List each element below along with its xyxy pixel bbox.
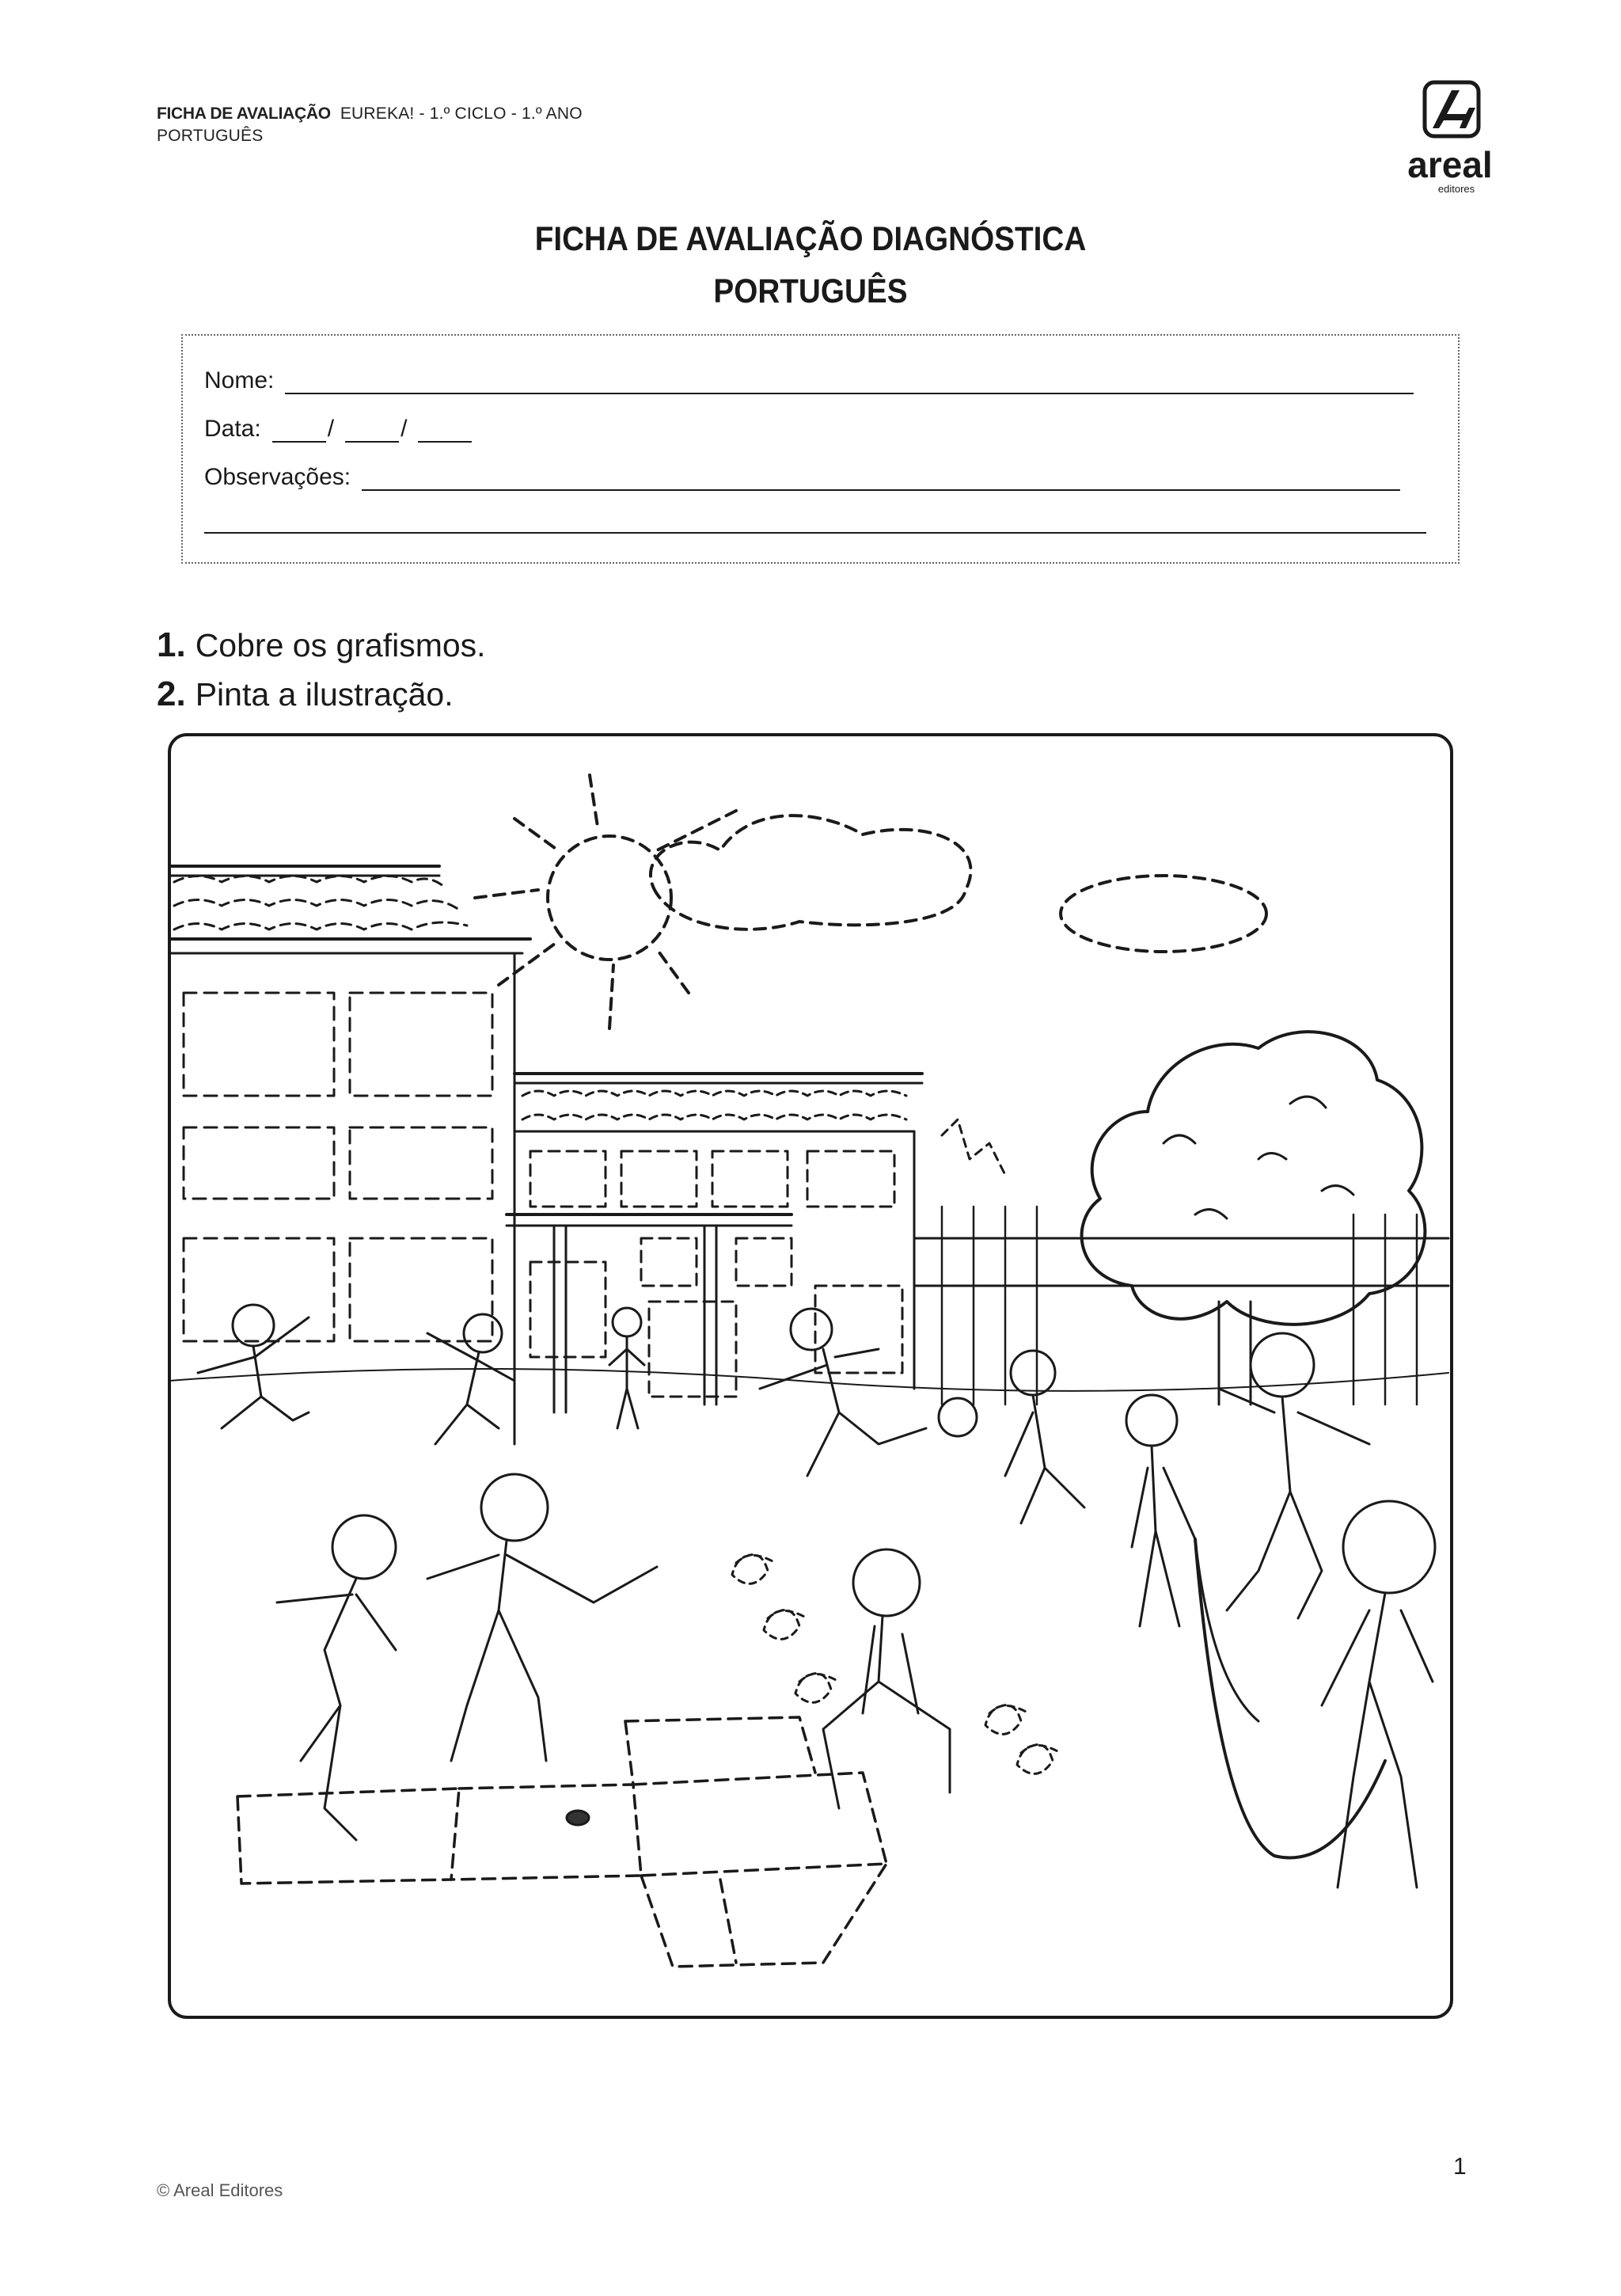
date-row <box>204 416 472 443</box>
name-field[interactable] <box>285 374 1414 394</box>
obs-field[interactable] <box>362 470 1400 491</box>
question-1-text: Cobre os grafismos. <box>195 627 486 663</box>
header-subject: PORTUGUÊS <box>157 127 264 145</box>
name-row <box>204 367 1414 394</box>
coloring-illustration[interactable] <box>166 732 1456 2022</box>
date-year-field[interactable] <box>418 422 472 443</box>
question-2-number: 2. <box>157 675 186 713</box>
page-number: 1 <box>1453 2153 1467 2180</box>
page-title: FICHA DE AVALIAÇÃO DIAGNÓSTICA <box>534 220 1087 258</box>
obs-label: Observações: <box>204 464 351 490</box>
date-month-field[interactable] <box>345 422 399 443</box>
question-1-number: 1. <box>157 625 186 664</box>
student-info-box <box>181 334 1460 564</box>
question-1 <box>157 625 486 665</box>
header-series: EUREKA! - 1.º CICLO - 1.º ANO <box>340 105 583 123</box>
header-title-bold: FICHA DE AVALIAÇÃO <box>157 105 331 123</box>
logo-sub: editores <box>1437 183 1475 195</box>
question-2 <box>157 675 454 714</box>
page-subtitle: PORTUGUÊS <box>713 272 908 310</box>
hopscotch-tracing <box>237 1717 886 1967</box>
question-2-text: Pinta a ilustração. <box>195 676 454 713</box>
hopscotch-stone <box>567 1811 589 1825</box>
tree <box>1082 1032 1425 1405</box>
date-label: Data: <box>204 416 261 442</box>
jump-rope <box>1195 1539 1385 1858</box>
school-building <box>169 866 922 1444</box>
areal-logo <box>1387 79 1513 198</box>
fence <box>914 1119 1448 1405</box>
clouds-tracing <box>651 815 1266 952</box>
loops-tracing <box>732 1555 1061 1774</box>
date-separator: / <box>327 416 335 442</box>
footer-copyright: © Areal Editores <box>157 2180 283 2200</box>
date-day-field[interactable] <box>272 422 326 443</box>
logo-brand: areal <box>1407 144 1493 185</box>
obs-row <box>204 464 1400 491</box>
obs-extra-line[interactable] <box>204 532 1426 534</box>
name-label: Nome: <box>204 367 275 393</box>
header-line-1 <box>157 105 583 124</box>
date-separator: / <box>401 416 408 442</box>
